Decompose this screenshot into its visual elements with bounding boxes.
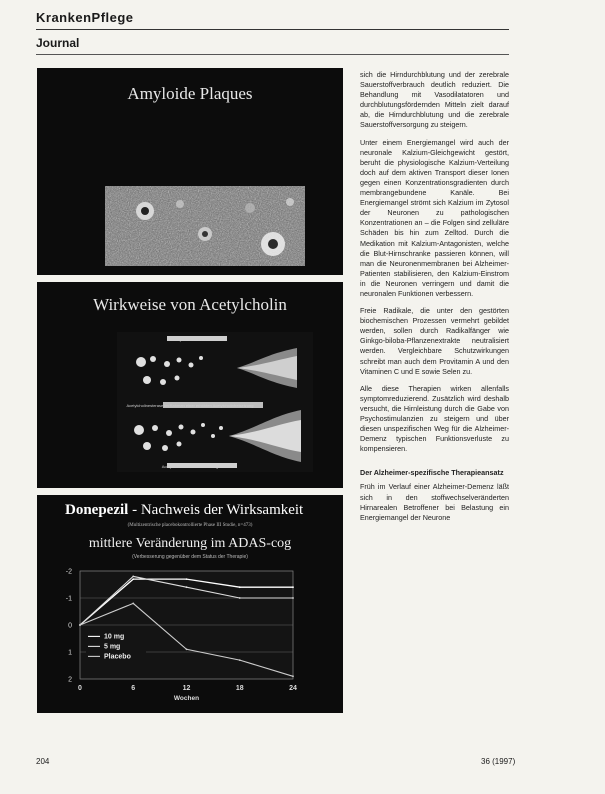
data-point <box>292 675 294 677</box>
data-point <box>292 586 294 588</box>
x-tick-label: 6 <box>131 685 136 692</box>
journal-title: KrankenPflege <box>36 10 134 25</box>
x-tick-label: 24 <box>289 685 297 692</box>
data-point <box>239 597 241 599</box>
header-rule <box>36 29 509 30</box>
x-tick-label: 0 <box>78 685 82 692</box>
data-point <box>186 586 188 588</box>
chart-metric-subtitle: (Verbesserung gegenüber dem Status der Therapie) <box>132 554 248 560</box>
caption-middle: Acetylcholinesterase im Rahmen einer erhöhten Acetylcholinfreisetzung <box>126 403 254 408</box>
data-point <box>132 578 134 580</box>
synapse-diagram <box>117 332 313 472</box>
paragraph: sich die Hirndurchblutung und der zerebrale Sauerstoffverbrauch deutlich reduziert. Die Behandlung mit Vasodilatatoren und durchblutungsfördernden Mitteln zielt darauf ab, die Hirndurchblutung und die zerebrale Sauerstoffversorgung zu steigern. <box>360 70 509 130</box>
paragraph: Freie Radikale, die unter den gestörten biochemischen Prozessen vermehrt gebildet werden, sollen durch Radikalfänger wie Ginkgo-biloba-Pflanzenextrakte neutralisiert werden. Vergleichbare Schutzwirkungen schreibt man auch dem Provitamin A und den Vitaminen C und E sowie Selen zu. <box>360 306 509 376</box>
data-point <box>292 597 294 599</box>
figure-acetylcholin <box>37 282 343 488</box>
study-note: (Multizentrische placebokontrollierte Phase III Studie, n=473) <box>127 523 253 528</box>
figure-title: Donepezil - Nachweis der Wirksamkeit <box>65 502 304 518</box>
x-tick-label: 18 <box>235 685 244 692</box>
issue-number: 36 (1997) <box>481 757 516 766</box>
section-heading: Der Alzheimer-spezifische Therapieansatz <box>360 468 504 478</box>
header-rule-2 <box>36 54 509 55</box>
article-body <box>360 70 509 530</box>
figure-amyloid-plaques <box>37 68 343 275</box>
adas-cog-line-chart <box>37 561 343 713</box>
data-point <box>239 659 241 661</box>
data-point <box>186 648 188 650</box>
journal-subtitle: Journal <box>36 36 80 50</box>
x-axis-label: Wochen <box>173 695 200 702</box>
paragraph: Unter einem Energiemangel wird auch der neuronale Kalzium-Gleichgewicht gestört, beruht die physiologische Kalzium-Verteilung doch auf dem aktiven Transport dieser Ionen gegen einen Konzentrationsgradienten durch membrangebundene Kanäle. Bei Energiemangel strömt sich Kalzium im Zytosol der Neuronen zu pathologischen Konzentrationen an – die Folgen sind zelluläre Schäden bis hin zum Zelltod. Durch die Medikation mit Kalzium-Antagonisten, welche die Blut-Hirnschranke passieren können, will man die Neuronenmembranen bei Alzheimer-Patienten stabilisieren, den Kalzium-Einstrom in die Neuronen verringern und damit die neuronalen Funktionen verbessern. <box>360 137 509 298</box>
micrograph-image <box>105 186 305 266</box>
figure-title: Amyloide Plaques <box>127 84 253 103</box>
chart-metric-title: mittlere Veränderung im ADAS-cog <box>88 536 292 551</box>
paragraph: Alle diese Therapien wirken allenfalls symptomreduzierend. Zusätzlich wird deshalb versucht, die Hirnleistung durch die Gabe von Psychostimulanzien zu steigern und über diesen unspezifischen Weg für die Alzheimer-Demenz typischen Funktionsverluste zu kompensieren. <box>360 383 509 454</box>
data-point <box>132 576 134 578</box>
figure-title: Wirkweise von Acetylcholin <box>93 295 287 314</box>
legend-label: Placebo <box>104 653 131 661</box>
legend-label: 10 mg <box>104 633 125 641</box>
y-tick-label: 2 <box>68 676 72 684</box>
legend-label: 5 mg <box>104 643 121 651</box>
y-tick-label: -1 <box>65 595 72 603</box>
y-tick-label: 1 <box>68 649 72 657</box>
x-tick-label: 12 <box>182 685 191 692</box>
y-tick-label: -2 <box>65 568 72 576</box>
caption-bottom: Acetylcholinesterase-Hemmung <box>161 464 219 469</box>
page-number: 204 <box>36 757 50 766</box>
data-point <box>79 624 81 626</box>
paragraph: Früh im Verlauf einer Alzheimer-Demenz läßt sich in den stoffwechselveränderten Hirnarealen Betroffener bei Belastung ein Energiemangel der Neurone <box>360 482 509 522</box>
caption-top: Acetylcholinesterase <box>171 337 209 342</box>
figure-donepezil <box>37 495 343 713</box>
data-point <box>132 603 134 605</box>
data-point <box>186 578 188 580</box>
y-tick-label: 0 <box>68 622 72 630</box>
data-point <box>239 586 241 588</box>
